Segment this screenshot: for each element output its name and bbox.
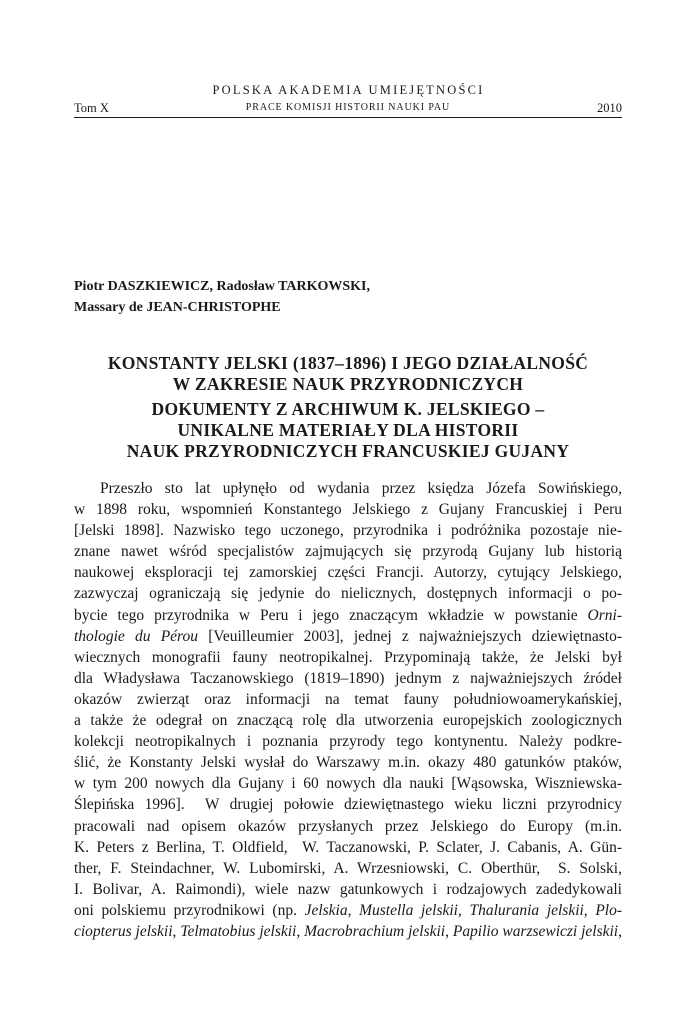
- text-line: I. Bolivar, A. Raimondi), wiele nazw gatunkowych i rodzajowych zadedykowali: [74, 880, 622, 898]
- journal-academy-name: POLSKA AKADEMIA UMIEJĘTNOŚCI: [212, 83, 485, 97]
- text-line: znane nawet wśród specjalistów zajmujących się przyrodą Gujany lub historią: [74, 543, 622, 561]
- text-line: dla Władysława Taczanowskiego (1819–1890) jednym z najważniejszych źródeł: [74, 669, 622, 687]
- publication-year: 2010: [597, 101, 622, 115]
- author-list: [74, 276, 622, 318]
- text-line: bycie tego przyrodnika w Peru i jego znaczącym wkładzie w powstanie Orni-: [74, 606, 622, 624]
- article-title: [74, 353, 622, 462]
- author-line: Massary de JEAN-CHRISTOPHE: [74, 300, 281, 315]
- title-line: KONSTANTY JELSKI (1837–1896) I JEGO DZIAŁALNOŚĆ: [107, 353, 589, 373]
- species-name: Telmatobius jelskii, Macrobrachium jelskii: [180, 922, 446, 940]
- subtitle-line: NAUK PRZYRODNICZYCH FRANCUSKIEJ GUJANY: [126, 441, 570, 461]
- text-line: ślić, że Konstanty Jelski wysłał do Warszawy m.in. okazy 480 gatunków ptaków,: [74, 754, 622, 772]
- text-line: thologie du Pérou [Veuilleumier 2003], jednej z najważniejszych dziewiętnasto-: [74, 627, 622, 645]
- species-name: Thalurania jelskii, Plo-: [469, 901, 622, 919]
- author-line: Piotr DASZKIEWICZ, Radosław TARKOWSKI,: [74, 279, 370, 294]
- subtitle-line: UNIKALNE MATERIAŁY DLA HISTORII: [177, 420, 519, 440]
- text-line: kolekcji neotropikalnych i poznania przyrody tego kontynentu. Należy podkre-: [74, 733, 622, 751]
- species-name: Jelskia: [304, 901, 348, 919]
- text-line: w 1898 roku, wspomnień Konstantego Jelskiego z Gujany Francuskiej i Peru: [74, 501, 622, 519]
- species-name: Papilio warzsewiczi jelskii: [452, 922, 619, 940]
- species-name: ciopterus jelskii: [74, 922, 173, 940]
- text-line: Przeszło sto lat upłynęło od wydania przez księdza Józefa Sowińskiego,: [100, 480, 622, 497]
- volume-number: Tom X: [74, 101, 109, 115]
- species-name: Mustella jelskii: [359, 901, 458, 919]
- text-line: K. Peters z Berlina, T. Oldfield, W. Taczanowski, P. Sclater, J. Cabanis, A. Gün-: [74, 838, 622, 856]
- italic-title: Orni-: [587, 606, 622, 624]
- text-line: [Jelski 1898]. Nazwisko tego uczonego, przyrodnika i podróżnika pozostaje nie-: [74, 522, 622, 540]
- text-line: zazwyczaj ograniczają się jedynie do nielicznych, dostępnych informacji o po-: [74, 585, 622, 603]
- title-line: W ZAKRESIE NAUK PRZYRODNICZYCH: [172, 374, 524, 394]
- text-line: wiecznych monografii fauny neotropikalnej. Przypominają także, że Jelski był: [74, 648, 622, 666]
- text-line: Ślepińska 1996]. W drugiej połowie dziewiętnastego wieku liczni przyrodnicy: [74, 796, 622, 814]
- running-header: [74, 101, 622, 117]
- text-line: ciopterus jelskii, Telmatobius jelskii, Macrobrachium jelskii, Papilio warzsewiczi jelskii,: [74, 922, 622, 940]
- text-line: a także że odegrał on znaczącą rolę dla utworzenia europejskich zoologicznych: [74, 712, 622, 730]
- text-line: pracowali nad opisem okazów przysłanych przez Jelskiego do Europy (m.in.: [74, 817, 622, 835]
- body-paragraph: [74, 478, 622, 942]
- text-line: w tym 200 nowych dla Gujany i 60 nowych dla nauki [Wąsowska, Wiszniewska-: [74, 775, 622, 793]
- subtitle-line: DOKUMENTY Z ARCHIWUM K. JELSKIEGO –: [151, 399, 545, 419]
- text-line: oni polskiemu przyrodnikowi (np. Jelskia, Mustella jelskii, Thalurania jelskii, Plo-: [74, 901, 622, 919]
- header-rule: [74, 117, 622, 118]
- text-line: ther, F. Steindachner, W. Lubomirski, A. Wrzesniowski, C. Oberthür, S. Solski,: [74, 859, 622, 877]
- text-line: okazów zwierząt oraz informacji na temat fauny południowoamerykańskiej,: [74, 690, 622, 708]
- italic-title: thologie du Pérou: [74, 627, 198, 645]
- journal-series-name: PRACE KOMISJI HISTORII NAUKI PAU: [245, 102, 451, 113]
- text-line: naukowej eksploracji tej zamorskiej części Francji. Autorzy, cytujący Jelskiego,: [74, 564, 622, 582]
